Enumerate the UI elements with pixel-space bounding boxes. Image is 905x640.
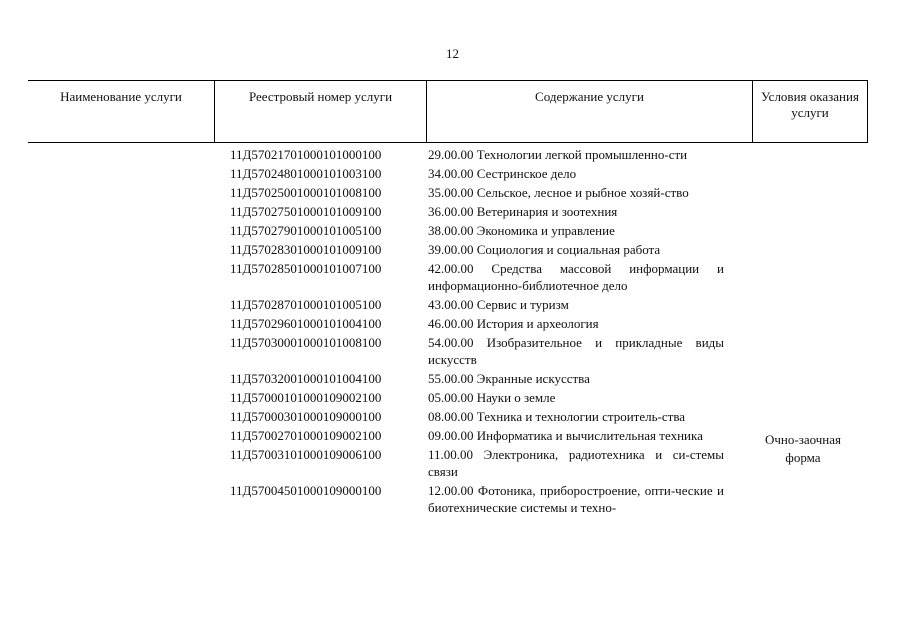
service-content: 05.00.00 Науки о земле bbox=[428, 390, 556, 405]
header-service-name: Наименование услуги bbox=[60, 89, 182, 104]
table-row bbox=[0, 370, 905, 389]
table-row bbox=[0, 334, 905, 370]
service-condition: Очно-заочная форма bbox=[764, 432, 842, 465]
registry-number: 11Д57002701000109002100 bbox=[230, 428, 382, 443]
table-row bbox=[0, 184, 905, 203]
registry-number: 11Д57032001000101004100 bbox=[230, 371, 382, 386]
registry-number: 11Д57003101000109006100 bbox=[230, 447, 382, 462]
service-content: 11.00.00 Электроника, радиотехника и си-стемы связи bbox=[428, 447, 724, 479]
table-row bbox=[0, 146, 905, 165]
table-row bbox=[0, 389, 905, 408]
service-content: 35.00.00 Сельское, лесное и рыбное хозяй-ство bbox=[428, 185, 689, 200]
header-registry-number: Реестровый номер услуги bbox=[214, 81, 426, 142]
table-row bbox=[0, 260, 905, 296]
service-content: 46.00.00 История и археология bbox=[428, 316, 599, 331]
service-content: 39.00.00 Социология и социальная работа bbox=[428, 242, 661, 257]
registry-number: 11Д57024801000101003100 bbox=[230, 166, 382, 181]
registry-number: 11Д57027501000101009100 bbox=[230, 204, 382, 219]
header-service-content: Содержание услуги bbox=[426, 81, 752, 142]
service-content: 36.00.00 Ветеринария и зоотехния bbox=[428, 204, 618, 219]
registry-number: 11Д57000101000109002100 bbox=[230, 390, 382, 405]
registry-number: 11Д57000301000109000100 bbox=[230, 409, 382, 424]
service-content: 54.00.00 Изобразительное и прикладные виды искусств bbox=[428, 335, 724, 367]
registry-number: 11Д57025001000101008100 bbox=[230, 185, 382, 200]
service-content: 12.00.00 Фотоника, приборостроение, опти-ческие и биотехнические системы и техно- bbox=[428, 483, 724, 515]
service-content: 29.00.00 Технологии легкой промышленно-сти bbox=[428, 147, 688, 162]
service-content: 34.00.00 Сестринское дело bbox=[428, 166, 577, 181]
table-row bbox=[0, 296, 905, 315]
table-row bbox=[0, 408, 905, 427]
registry-number: 11Д57030001000101008100 bbox=[230, 335, 382, 350]
page-number: 12 bbox=[446, 46, 459, 61]
service-content: 55.00.00 Экранные искусства bbox=[428, 371, 590, 386]
service-content: 42.00.00 Средства массовой информации и информационно-библиотечное дело bbox=[428, 261, 724, 293]
table-header bbox=[28, 80, 868, 143]
table-row bbox=[0, 222, 905, 241]
registry-number: 11Д57029601000101004100 bbox=[230, 316, 382, 331]
table-row bbox=[0, 482, 905, 518]
registry-number: 11Д57028501000101007100 bbox=[230, 261, 382, 276]
registry-number: 11Д57028701000101005100 bbox=[230, 297, 382, 312]
registry-number: 11Д57027901000101005100 bbox=[230, 223, 382, 238]
registry-number: 11Д57004501000109000100 bbox=[230, 483, 382, 498]
registry-number: 11Д57021701000101000100 bbox=[230, 147, 382, 162]
table-row bbox=[0, 241, 905, 260]
header-service-conditions: Условия оказания услуги bbox=[752, 81, 868, 142]
service-content: 08.00.00 Техника и технологии строитель-ства bbox=[428, 409, 686, 424]
table-row bbox=[0, 203, 905, 222]
service-content: 43.00.00 Сервис и туризм bbox=[428, 297, 569, 312]
registry-number: 11Д57028301000101009100 bbox=[230, 242, 382, 257]
table-row bbox=[0, 165, 905, 184]
service-content: 09.00.00 Информатика и вычислительная техника bbox=[428, 428, 703, 443]
table-row bbox=[0, 315, 905, 334]
service-content: 38.00.00 Экономика и управление bbox=[428, 223, 615, 238]
